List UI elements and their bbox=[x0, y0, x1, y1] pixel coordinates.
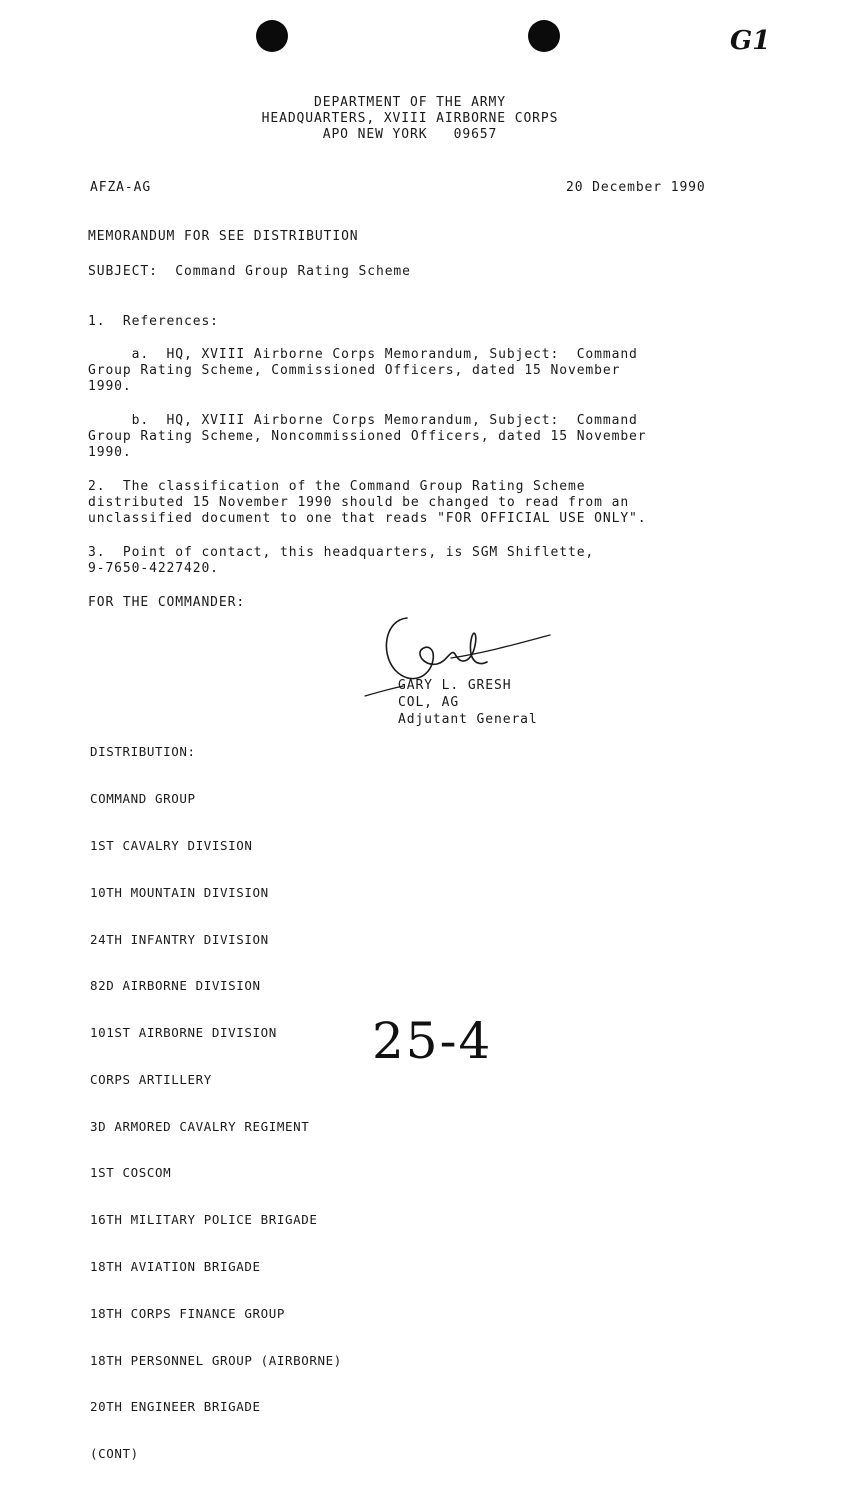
letterhead-department: DEPARTMENT OF THE ARMY bbox=[314, 95, 506, 110]
closing: FOR THE COMMANDER: bbox=[88, 595, 246, 610]
distribution-item: 24TH INFANTRY DIVISION bbox=[90, 931, 269, 947]
distribution-item: 82D AIRBORNE DIVISION bbox=[90, 978, 261, 994]
memo-date: 20 December 1990 bbox=[566, 180, 706, 195]
punch-hole-right bbox=[528, 20, 560, 52]
reference-a-line: 1990. bbox=[88, 379, 132, 394]
distribution-item: COMMAND GROUP bbox=[90, 791, 196, 807]
handwritten-page-number: 25-4 bbox=[372, 1012, 493, 1070]
distribution-item: 1ST COSCOM bbox=[90, 1165, 172, 1181]
para2-line: unclassified document to one that reads "FOR OFFICIAL USE ONLY". bbox=[88, 511, 647, 526]
signer-rank: COL, AG bbox=[398, 695, 460, 710]
para2-line: distributed 15 November 1990 should be changed to read from an bbox=[88, 495, 630, 510]
memo-subject: SUBJECT: Command Group Rating Scheme bbox=[88, 264, 411, 279]
memo-for: MEMORANDUM FOR SEE DISTRIBUTION bbox=[88, 229, 359, 244]
office-symbol: AFZA-AG bbox=[90, 180, 152, 195]
distribution-item: 1ST CAVALRY DIVISION bbox=[90, 837, 253, 853]
signer-title: Adjutant General bbox=[398, 712, 538, 727]
reference-b-line: Group Rating Scheme, Noncommissioned Officers, dated 15 November bbox=[88, 429, 647, 444]
letterhead-address: APO NEW YORK 09657 bbox=[322, 127, 498, 142]
reference-a bbox=[88, 347, 738, 395]
reference-b bbox=[88, 413, 738, 461]
para3 bbox=[88, 545, 738, 577]
reference-b-line: b. HQ, XVIII Airborne Corps Memorandum, Subject: Command bbox=[88, 413, 638, 428]
para2-line: 2. The classification of the Command Group Rating Scheme bbox=[88, 479, 586, 494]
page-mark: G1 bbox=[730, 26, 771, 56]
punch-hole-left bbox=[256, 20, 288, 52]
distribution-item: (CONT) bbox=[90, 1446, 139, 1462]
para1-heading: 1. References: bbox=[88, 314, 219, 329]
reference-b-line: 1990. bbox=[88, 445, 132, 460]
distribution-item: 16TH MILITARY POLICE BRIGADE bbox=[90, 1212, 318, 1228]
reference-a-line: Group Rating Scheme, Commissioned Officers, dated 15 November bbox=[88, 363, 621, 378]
para2 bbox=[88, 479, 738, 527]
distribution-item: 10TH MOUNTAIN DIVISION bbox=[90, 884, 269, 900]
distribution-heading: DISTRIBUTION: bbox=[90, 744, 196, 759]
distribution-item: 18TH PERSONNEL GROUP (AIRBORNE) bbox=[90, 1352, 342, 1368]
para3-line: 3. Point of contact, this headquarters, is SGM Shiflette, bbox=[88, 545, 595, 560]
distribution-item: 101ST AIRBORNE DIVISION bbox=[90, 1025, 277, 1041]
distribution-item: CORPS ARTILLERY bbox=[90, 1071, 212, 1087]
distribution-item: 18TH CORPS FINANCE GROUP bbox=[90, 1305, 286, 1321]
signer-name: GARY L. GRESH bbox=[398, 678, 512, 693]
distribution-list bbox=[90, 760, 342, 1493]
reference-a-line: a. HQ, XVIII Airborne Corps Memorandum, Subject: Command bbox=[88, 347, 638, 362]
distribution-item: 3D ARMORED CAVALRY REGIMENT bbox=[90, 1118, 310, 1134]
letterhead-headquarters: HEADQUARTERS, XVIII AIRBORNE CORPS bbox=[261, 111, 559, 126]
distribution-item: 20TH ENGINEER BRIGADE bbox=[90, 1399, 261, 1415]
para3-line: 9-7650-4227420. bbox=[88, 561, 219, 576]
distribution-item: 18TH AVIATION BRIGADE bbox=[90, 1259, 261, 1274]
